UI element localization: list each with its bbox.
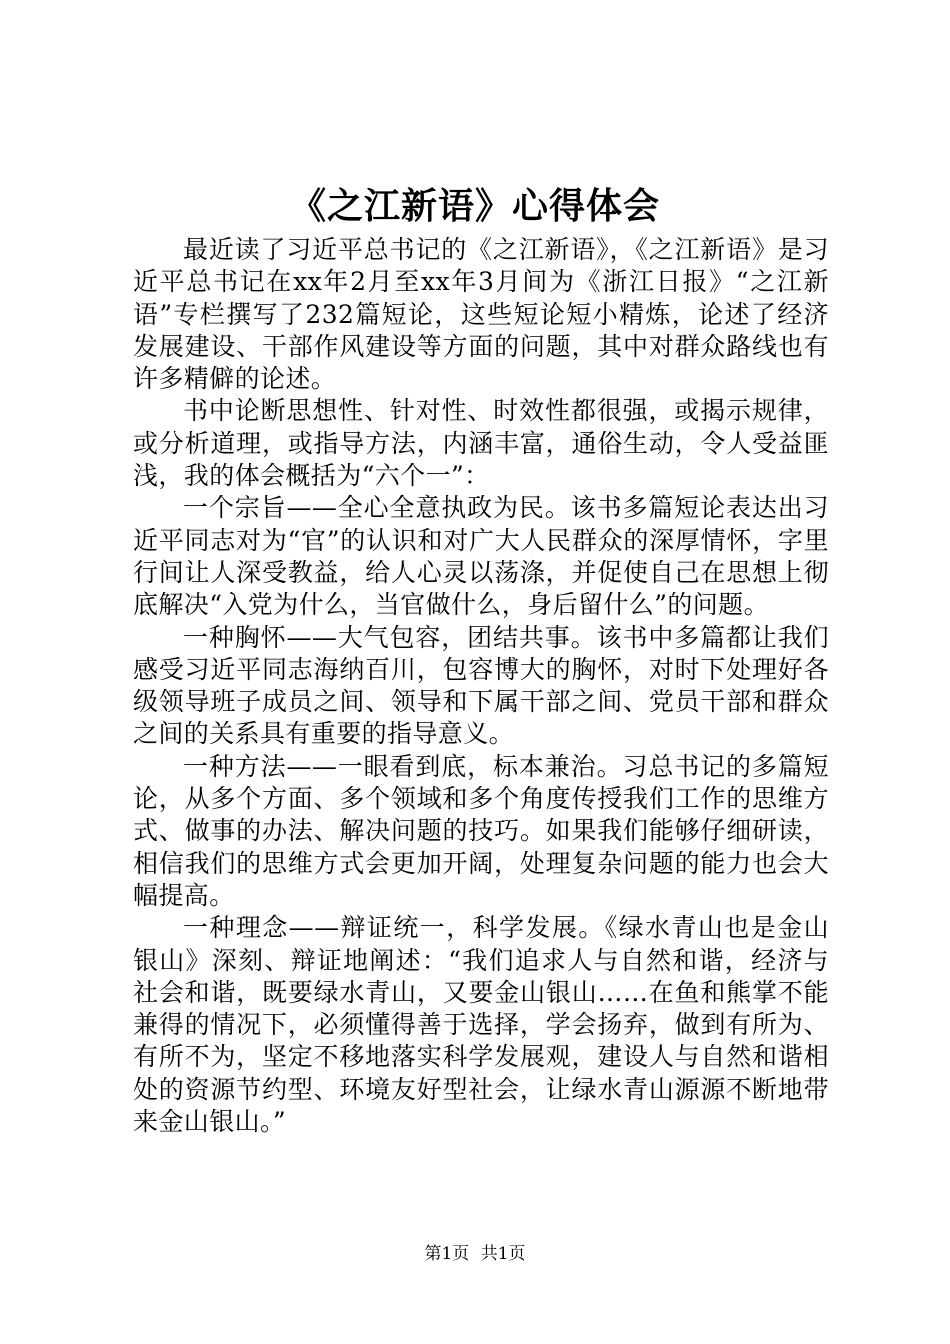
page-total: 共1页	[480, 1244, 526, 1264]
document-body	[133, 234, 829, 1138]
paragraph: 最近读了习近平总书记的《之江新语》，《之江新语》是习近平总书记在xx年2月至xx年3月间为《浙江日报》“之江新语”专栏撰写了232篇短论，这些短论短小精炼，论述了经济发展建设、干部作风建设等方面的问题，其中对群众路线也有许多精僻的论述。	[133, 235, 829, 394]
paragraph: 一个宗旨——全心全意执政为民。该书多篇短论表达出习近平同志对为“官”的认识和对广大人民群众的深厚情怀，字里行间让人深受教益，给人心灵以荡涤，并促使自己在思想上彻底解决“入党为什么，当官做什么，身后留什么”的问题。	[133, 493, 829, 620]
paragraph: 一种理念——辩证统一，科学发展。《绿水青山也是金山银山》深刻、辩证地阐述：“我们追求人与自然和谐，经济与社会和谐，既要绿水青山，又要金山银山……在鱼和熊掌不能兼得的情况下，必须懂得善于选择，学会扬弃，做到有所为、有所不为，坚定不移地落实科学发展观，建设人与自然和谐相处的资源节约型、环境友好型社会，让绿水青山源源不断地带来金山银山。”	[133, 913, 829, 1137]
document-title: 《之江新语》心得体会	[289, 185, 660, 227]
paragraph: 书中论断思想性、针对性、时效性都很强，或揭示规律，或分析道理，或指导方法，内涵丰富，通俗生动，令人受益匪浅，我的体会概括为“六个一”：	[133, 396, 829, 491]
paragraph: 一种方法——一眼看到底，标本兼治。习总书记的多篇短论，从多个方面、多个领域和多个角度传授我们工作的思维方式、做事的办法、解决问题的技巧。如果我们能够仔细研读，相信我们的思维方式会更加开阔，处理复杂问题的能力也会大幅提高。	[133, 751, 829, 910]
paragraph: 一种胸怀——大气包容，团结共事。该书中多篇都让我们感受习近平同志海纳百川，包容博大的胸怀，对时下处理好各级领导班子成员之间、领导和下属干部之间、党员干部和群众之间的关系具有重要的指导意义。	[133, 622, 829, 749]
page-footer	[0, 1242, 950, 1266]
page-number: 第1页	[424, 1244, 470, 1264]
